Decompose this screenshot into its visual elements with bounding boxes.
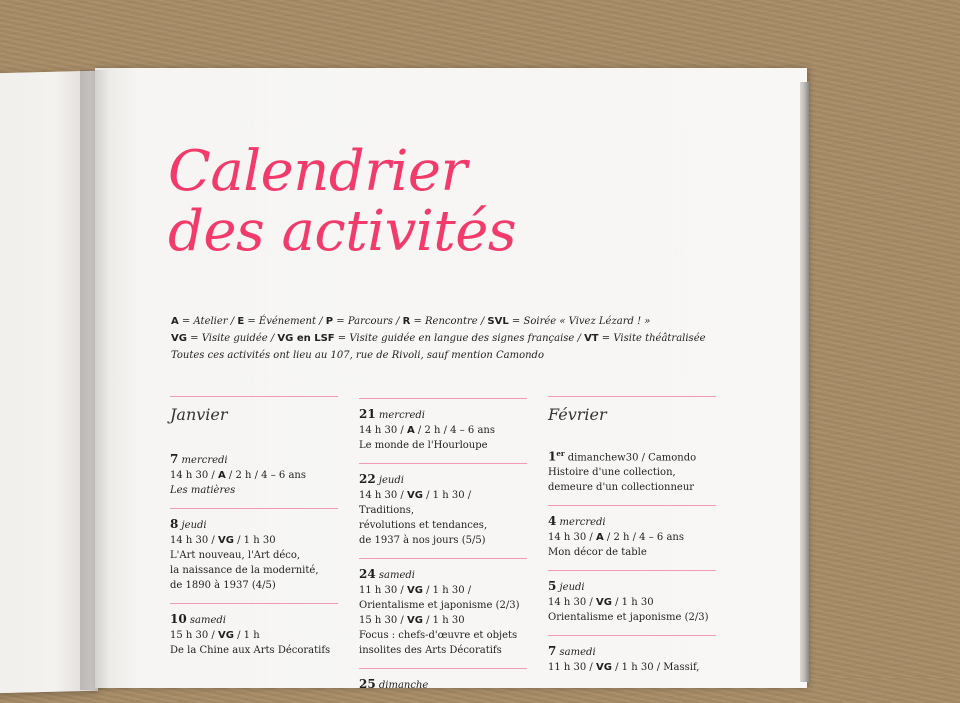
entry-divider: [170, 603, 338, 604]
month-title: Février: [548, 405, 607, 424]
calendar-entry: 7 mercredi 14 h 30 / A / 2 h / 4 – 6 ans Les matières: [170, 452, 306, 496]
calendar-entry: 22 jeudi 14 h 30 / VG / 1 h 30 / Traditions, révolutions et tendances, de 1937 à nos jours (5/5): [359, 472, 488, 546]
page-title: Calendrier des activités: [168, 139, 517, 264]
column-rule: [359, 398, 527, 399]
legend-line-1: A = Atelier / E = Événement / P = Parcours / R = Rencontre / SVL = Soirée « Vivez Lézard ! »: [171, 316, 651, 327]
column-janvier-cont: [359, 398, 527, 703]
month-title: Janvier: [170, 405, 228, 424]
entry-divider: [359, 558, 527, 559]
calendar-entry: 21 mercredi 14 h 30 / A / 2 h / 4 – 6 ans Le monde de l'Hourloupe: [359, 407, 495, 451]
entry-divider: [548, 570, 716, 571]
calendar-entry: 25 dimanche: [359, 677, 429, 691]
legend-note: Toutes ces activités ont lieu au 107, rue de Rivoli, sauf mention Camondo: [171, 350, 544, 361]
entry-divider: [548, 635, 716, 636]
entry-divider: [359, 668, 527, 669]
entry-divider: [170, 508, 338, 509]
column-rule: [170, 396, 338, 397]
page-edge: [800, 82, 809, 682]
legend-line-2: VG = Visite guidée / VG en LSF = Visite guidée en langue des signes française / VT = Visite théâtralisée: [171, 333, 706, 344]
calendar-entry: 4 mercredi 14 h 30 / A / 2 h / 4 – 6 ans Mon décor de table: [548, 514, 684, 559]
calendar-entry: 1er dimanchew30 / Camondo Histoire d'une collection, demeure d'un collectionneur: [548, 449, 697, 494]
column-fevrier: [548, 396, 716, 685]
calendar-entry: 7 samedi 11 h 30 / VG / 1 h 30 / Massif,: [548, 644, 700, 674]
entry-divider: [548, 505, 716, 506]
column-rule: [548, 396, 716, 397]
calendar-entry: 24 samedi 11 h 30 / VG / 1 h 30 / Orientalisme et japonisme (2/3) 15 h 30 / VG / 1 h 30 Focus : chefs-d'œuvre et objets insolites des Arts Décoratifs: [359, 567, 520, 656]
legend: [171, 313, 731, 364]
calendar-entry: 5 jeudi 14 h 30 / VG / 1 h 30 Orientalisme et japonisme (2/3): [548, 579, 709, 624]
calendar-entry: 8 jeudi 14 h 30 / VG / 1 h 30 L'Art nouveau, l'Art déco, la naissance de la modernité, de 1890 à 1937 (4/5): [170, 517, 319, 591]
column-janvier: [170, 396, 338, 668]
calendar-entry: 10 samedi 15 h 30 / VG / 1 h De la Chine aux Arts Décoratifs: [170, 612, 331, 656]
book-gutter: [80, 70, 110, 690]
entry-divider: [359, 463, 527, 464]
